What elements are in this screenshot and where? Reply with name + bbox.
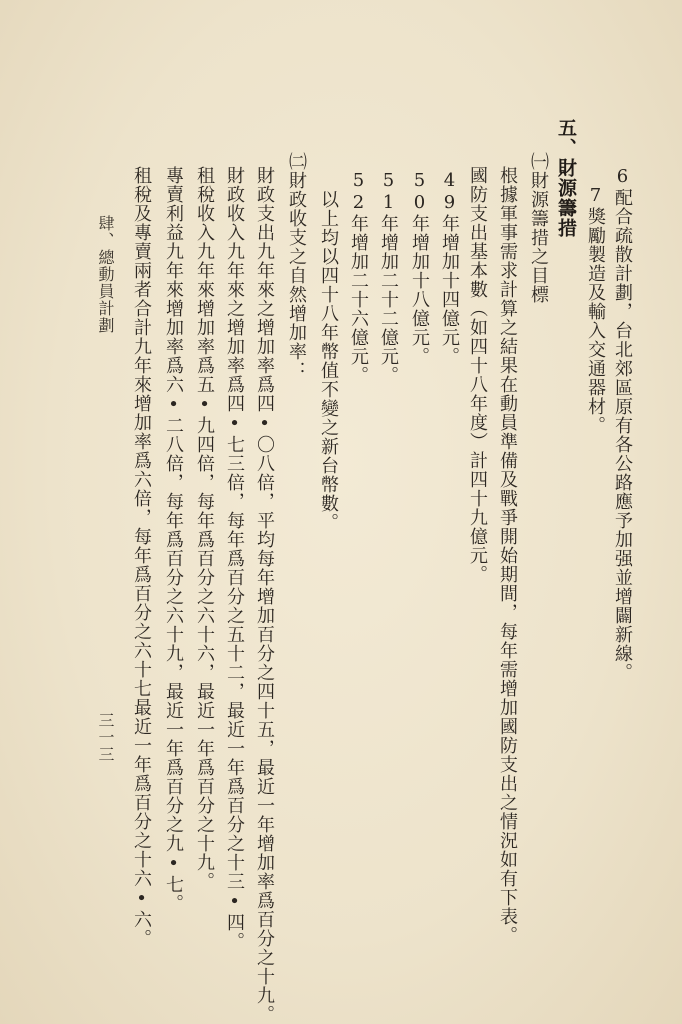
rate-revenue: 財政收入九年來之增加率爲四•七三倍，每年爲百分之五十二，最近一年爲百分之十三•四。	[224, 166, 245, 951]
rate-monopoly-profit: 專賣利益九年來增加率爲六•二八倍，每年爲百分之六十九，最近一年爲百分之九•七。	[163, 166, 184, 913]
chapter-footer: 肆、總動員計劃	[96, 215, 115, 334]
year-52-increase: 52年增加二十六億元。	[348, 170, 369, 385]
currency-note: 以上均以四十八年幣值不變之新台幣數。	[318, 190, 339, 532]
year-49-increase: 49年增加十四億元。	[439, 170, 460, 366]
rate-expenditure: 財政支出九年來之增加率爲四•〇八倍，平均每年增加百分之四十五，最近一年增加率爲百分之十九。	[254, 166, 275, 1024]
paragraph-defense-base: 國防支出基本數（如四十八年度）計四十九億元。	[467, 166, 488, 584]
subsection-2-heading: ㈡財政收支之自然增加率：	[286, 152, 307, 380]
year-50-increase: 50年增加十八億元。	[409, 170, 430, 366]
page-number: 三一三	[96, 712, 115, 763]
rate-combined: 租稅及專賣兩者合計九年來增加率爲六倍，每年爲百分之六十七最近一年爲百分之十六•六。	[131, 166, 152, 948]
subsection-1-heading: ㈠財源籌措之目標	[528, 152, 549, 304]
item-6-line: 6配合疏散計劃，台北郊區原有各公路應予加强並增闢新線。	[612, 166, 633, 682]
section-5-heading: 五、財源籌措	[555, 118, 577, 238]
item-7-line: 7獎勵製造及輸入交通器材。	[585, 185, 606, 435]
rate-tax-revenue: 租稅收入九年來增加率爲五•九四倍，每年爲百分之六十六，最近一年爲百分之十九。	[194, 166, 215, 891]
year-51-increase: 51年增加二十二億元。	[378, 170, 399, 385]
paragraph-military-demand: 根據軍事需求計算之結果在動員準備及戰爭開始期間，每年需增加國防支出之情況如有下表。	[497, 166, 518, 945]
